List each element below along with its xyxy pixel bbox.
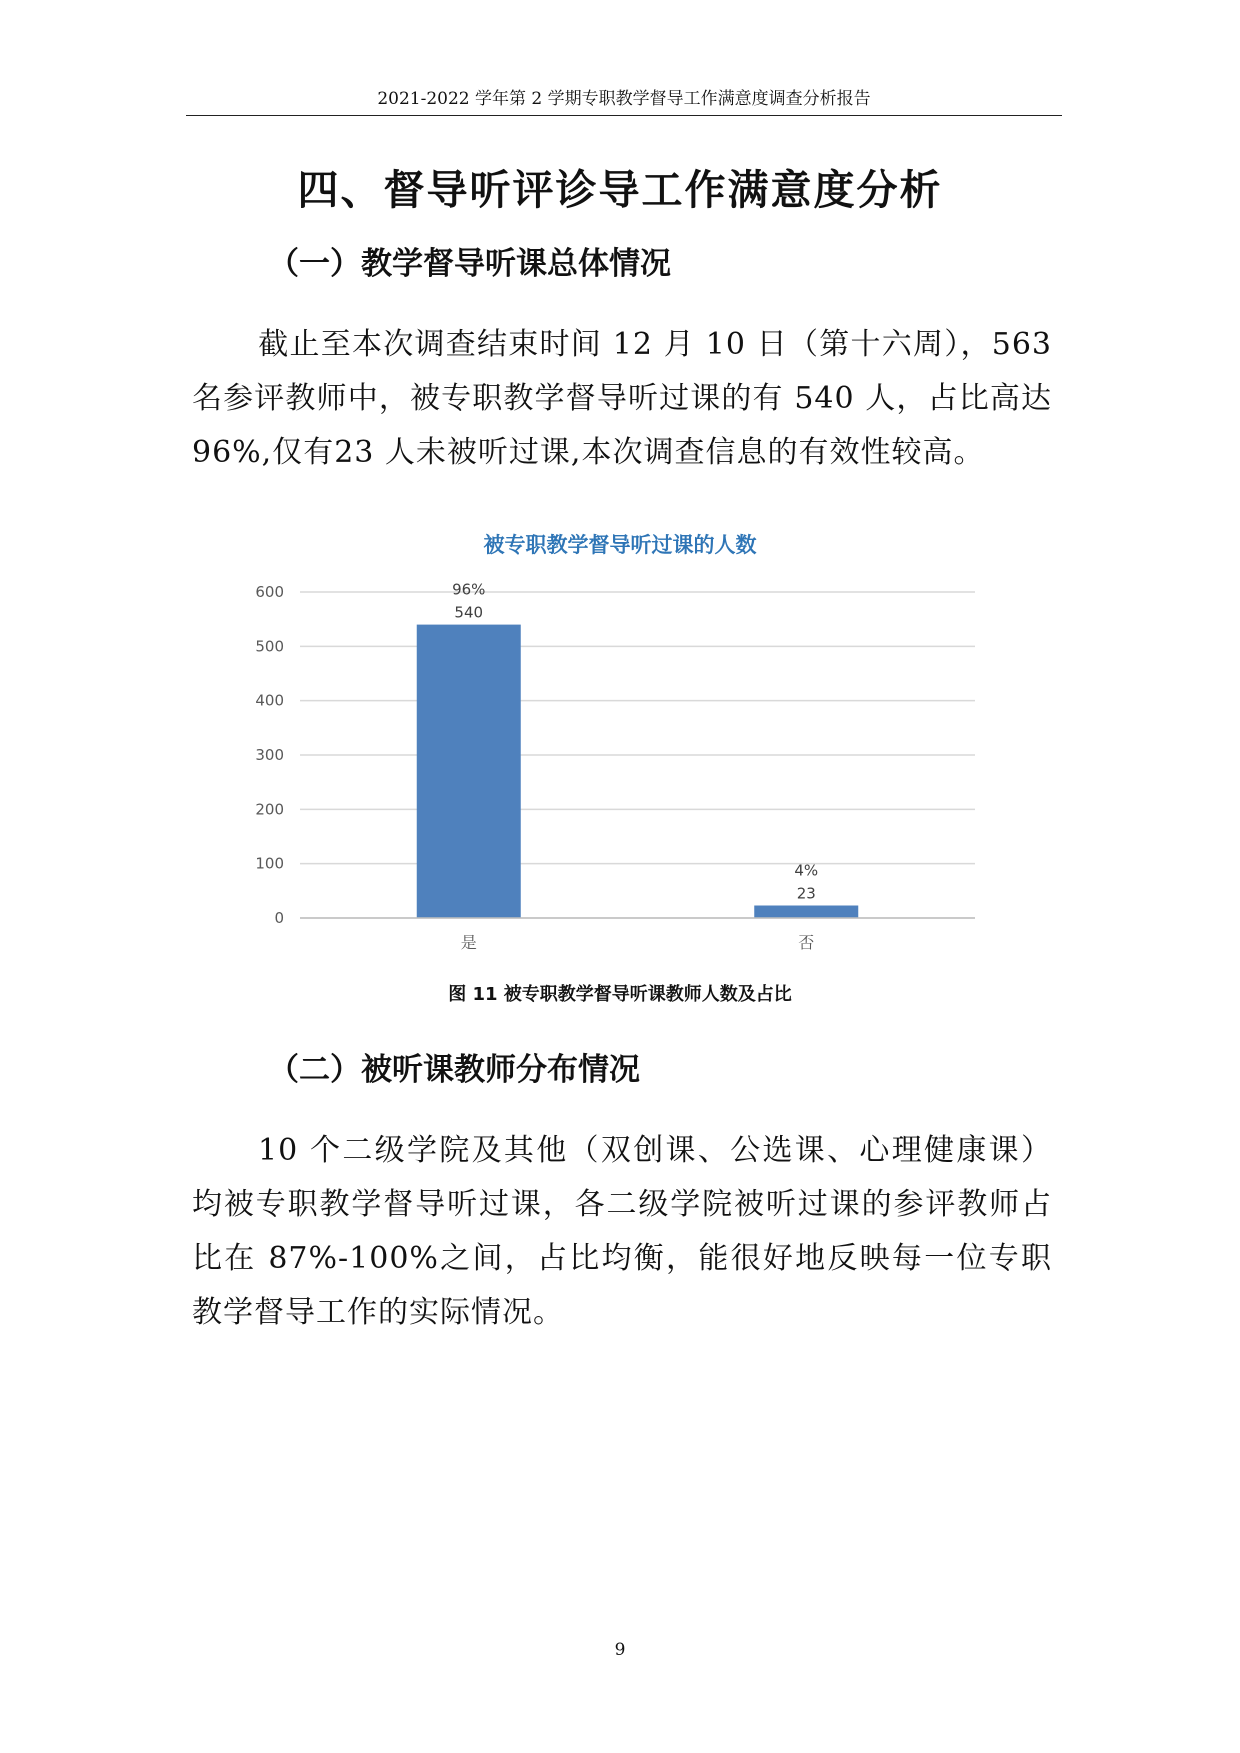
subsection-2-paragraph xyxy=(192,1124,1052,1340)
bar-value-label: 540 xyxy=(454,603,484,622)
header-rule xyxy=(186,115,1062,116)
figure-caption: 图 11 被专职教学督导听课教师人数及占比 xyxy=(448,984,792,1005)
x-tick-label: 否 xyxy=(798,933,815,952)
page-number: 9 xyxy=(614,1640,626,1660)
bar-value-label: 23 xyxy=(796,884,816,903)
y-tick-label: 200 xyxy=(255,800,284,819)
bar xyxy=(754,906,858,918)
x-tick-label: 是 xyxy=(460,933,477,952)
bar-percent-label: 4% xyxy=(794,861,819,880)
y-tick-label: 500 xyxy=(255,637,284,656)
y-tick-label: 600 xyxy=(255,583,284,601)
chart-canvas xyxy=(240,530,1000,970)
bar-percent-label: 96% xyxy=(452,580,486,599)
subsection-2-text: 10 个二级学院及其他（双创课、公选课、心理健康课）均被专职教学督导听过课，各二级学院被听过课的参评教师占比在 87%-100%之间，占比均衡，能很好地反映每一位专职教学督导工作的实际情况。 xyxy=(192,1133,1052,1330)
section-title: 四、督导听评诊导工作满意度分析 xyxy=(297,166,943,214)
y-tick-label: 400 xyxy=(255,691,284,710)
subsection-1-text: 截止至本次调查结束时间 12 月 10 日（第十六周），563 名参评教师中，被专职教学督导听过课的有 540 人，占比高达96%,仅有23 人未被听过课,本次调查信息的有效性较高。 xyxy=(192,327,1052,470)
subsection-1-title: （一）教学督导听课总体情况 xyxy=(268,246,671,282)
subsection-2-title: （二）被听课教师分布情况 xyxy=(268,1052,640,1088)
bar-chart xyxy=(240,530,1000,970)
subsection-1-paragraph xyxy=(192,318,1052,480)
bar xyxy=(417,625,521,918)
chart-title: 被专职教学督导听过课的人数 xyxy=(483,533,757,557)
y-tick-label: 0 xyxy=(274,909,284,927)
y-tick-label: 100 xyxy=(255,854,284,873)
y-tick-label: 300 xyxy=(255,746,284,764)
page-header: 2021-2022 学年第 2 学期专职教学督导工作满意度调查分析报告 xyxy=(377,89,871,109)
